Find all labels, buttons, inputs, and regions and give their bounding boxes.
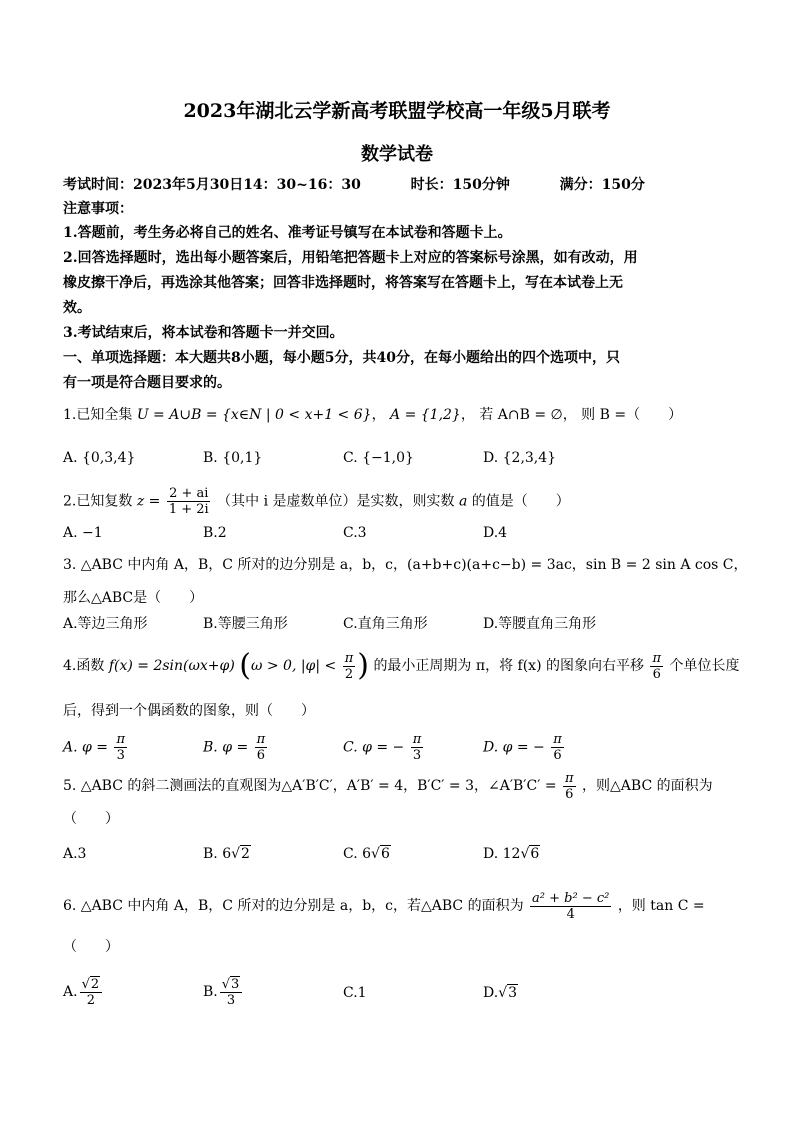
q2-fraction: [167, 486, 211, 517]
question-3-cont: 那么△ABC是（ ）: [63, 590, 204, 606]
question-4-cont: 后，得到一个偶函数的图象，则（ ）: [63, 703, 315, 719]
q4-condition: ω > 0, |φ| <: [250, 658, 337, 674]
note-item: 1.答题前，考生务必将自己的姓名、准考证号镇写在本试卷和答题卡上。: [63, 225, 512, 241]
q6-area-frac: [530, 891, 611, 922]
q5-option-b: [203, 845, 251, 863]
note-item: 效。: [63, 300, 91, 316]
q4-option-c-num: π: [412, 732, 422, 747]
q4-frac-pi-6: [650, 651, 663, 682]
section-heading-cont: 有一项是符合题目要求的。: [63, 375, 231, 391]
q6-option-d-radicand: 3: [508, 985, 518, 1001]
q5-option-d: [483, 845, 540, 863]
q5-text-end: ，则△ABC 的面积为: [582, 778, 713, 794]
question-6: [63, 888, 705, 924]
question-2: [63, 486, 570, 517]
q5-option-c-label: C. 6: [343, 846, 372, 862]
q6-option-b-den: 3: [226, 992, 236, 1008]
q5-option-b-sqrt: √2: [231, 846, 250, 862]
q1-option-a: A. {0,3,4}: [63, 450, 136, 466]
q4-option-b: [203, 732, 269, 763]
q1-set-def: U = A∪B = {x∈N | 0 < x+1 < 6}: [136, 407, 372, 423]
q4-suffix: 个单位长度: [669, 658, 740, 674]
q4-option-a-label: A. φ =: [63, 739, 108, 756]
notes-heading: 注意事项：: [63, 201, 133, 217]
q1-ask: 则 B =（ ）: [581, 407, 683, 423]
q4-six: 6: [652, 666, 661, 682]
q4-option-a: [63, 732, 129, 763]
q4-option-a-num: π: [116, 732, 125, 747]
question-3: 3. △ABC 中内角 A，B，C 所对的边分别是 a，b，c，(a+b+c)(a+c−b) = 3ac，sin B = 2 sin A cos C，: [63, 557, 748, 573]
q6-option-a-den: 2: [86, 992, 95, 1008]
question-5-cont: （ ）: [63, 811, 119, 827]
question-6-cont: （ ）: [63, 939, 119, 955]
q4-option-c: [343, 732, 425, 763]
q2-denominator: 1 + 2i: [168, 502, 209, 517]
q4-option-d: [483, 732, 566, 763]
q5-option-c: [343, 845, 391, 863]
q2-prefix: 2.已知复数: [63, 493, 133, 510]
q4-option-d-label: D. φ = −: [483, 739, 545, 756]
q4-option-d-frac: [551, 732, 564, 763]
q6-option-a-frac: [80, 977, 103, 1008]
q2-option-b: B.2: [203, 525, 227, 541]
q4-prefix: 4.函数: [63, 658, 105, 674]
q1-condition: 若 A∩B = ∅: [479, 407, 563, 423]
q2-option-c: C.3: [343, 525, 367, 541]
q6-option-a: [63, 975, 104, 1009]
q5-option-d-radicand: 6: [530, 846, 540, 862]
q4-pi: π: [344, 650, 354, 666]
question-1: 1.已知全集 U = A∪B = {x∈N | 0 < x+1 < 6}， A = {1,2}， 若 A∩B = ∅， 则 B =（ ）: [63, 407, 683, 423]
q4-open-paren: (: [239, 648, 251, 683]
exam-subtitle: 数学试卷: [361, 144, 433, 165]
q4-function: f(x) = 2sin(ωx+φ): [108, 658, 235, 674]
q5-option-b-label: B. 6: [203, 846, 232, 862]
q5-text: 5. △ABC 的斜二测画法的直观图为△A′B′C′，A′B′ = 4，B′C′ = 3，∠A′B′C′ =: [63, 778, 557, 794]
q2-z: z =: [136, 493, 161, 510]
q6-option-b-num: √3: [220, 977, 243, 993]
exam-info: [63, 176, 645, 194]
q2-suffix: （其中 i 是虚数单位）是实数，则实数: [217, 493, 455, 510]
q5-option-c-radicand: 6: [380, 846, 390, 862]
q4-two: 2: [344, 666, 354, 682]
q2-ask: 的值是（ ）: [471, 493, 570, 510]
q4-option-a-den: 3: [116, 748, 125, 763]
q3-option-a: A.等边三角形: [63, 616, 148, 632]
q4-pi: π: [652, 650, 661, 666]
q4-option-b-num: π: [256, 732, 266, 747]
q3-option-c: C.直角三角形: [343, 616, 428, 632]
q6-option-a-label: A.: [63, 984, 78, 1000]
note-item: 2.回答选择题时，选出每小题答案后，用铅笔把答题卡上对应的答案标号涂黑，如有改动，用: [63, 250, 638, 266]
exam-title: 2023年湖北云学新高考联盟学校高一年级5月联考: [183, 100, 611, 122]
q1-prefix: 1.已知全集: [63, 407, 133, 423]
q3-option-b: B.等腰三角形: [203, 616, 288, 632]
q4-option-a-frac: [114, 732, 127, 763]
q4-option-c-den: 3: [412, 748, 422, 763]
q2-option-d: D.4: [483, 525, 508, 541]
exam-duration: 时长：150分钟: [410, 177, 510, 193]
q4-option-c-frac: [411, 732, 424, 763]
q6-option-b-frac: [220, 977, 243, 1008]
q6-option-d: [483, 984, 518, 1002]
q6-denominator: 4: [566, 906, 575, 922]
q4-mid: 的最小正周期为 π，将 f(x) 的图象向右平移: [373, 658, 644, 674]
q4-option-d-num: π: [553, 732, 562, 747]
question-4: [63, 648, 739, 684]
q6-option-d-sqrt: √3: [498, 985, 518, 1001]
q6-option-b-label: B.: [203, 984, 218, 1000]
q4-option-b-label: B. φ =: [203, 739, 249, 756]
q5-pi: π: [565, 770, 574, 786]
q5-option-d-label: D. 12: [483, 846, 521, 862]
q1-option-b: B. {0,1}: [203, 450, 263, 466]
q4-option-b-den: 6: [256, 748, 266, 763]
q6-text: 6. △ABC 中内角 A，B，C 所对的边分别是 a，b，c，若△ABC 的面积为: [63, 898, 524, 914]
q5-option-d-sqrt: √6: [520, 846, 540, 862]
q6-option-a-num: √2: [80, 977, 103, 993]
q6-option-b-radicand: 3: [231, 976, 240, 992]
q5-option-a: A.3: [63, 846, 87, 862]
q2-option-a: A. −1: [63, 525, 103, 541]
q4-option-b-frac: [255, 732, 268, 763]
question-5: [63, 770, 713, 802]
exam-time: 考试时间：2023年5月30日14：30~16：30: [63, 177, 361, 193]
section-heading: 一、单项选择题：本大题共8小题，每小题5分，共40分，在每小题给出的四个选项中，只: [63, 350, 620, 366]
q6-option-a-radicand: 2: [90, 976, 100, 992]
q5-six: 6: [565, 786, 574, 802]
q4-option-d-den: 6: [553, 748, 562, 763]
q6-option-d-label: D.: [483, 985, 499, 1001]
q3-option-d: D.等腰直角三角形: [483, 616, 597, 632]
q4-option-c-label: C. φ = −: [343, 739, 405, 756]
q6-text-end: ，则 tan C =: [617, 898, 705, 914]
q2-numerator: 2 + ai: [169, 486, 209, 501]
q4-frac-pi-2: [343, 651, 356, 682]
q6-option-b: [203, 975, 244, 1009]
q6-option-c: C.1: [343, 985, 367, 1001]
q2-var: a: [458, 493, 468, 510]
q5-frac-pi-6: [563, 771, 576, 802]
q4-close-paren: ): [357, 648, 369, 683]
exam-score: 满分：150分: [559, 177, 645, 193]
q1-option-c: C. {−1,0}: [343, 450, 414, 466]
q1-a-def: A = {1,2}: [390, 407, 461, 423]
q5-option-b-radicand: 2: [241, 846, 250, 862]
q6-numerator: a² + b² − c²: [532, 890, 610, 906]
note-item: 3.考试结束后，将本试卷和答题卡一并交回。: [63, 325, 344, 341]
q1-option-d: D. {2,3,4}: [483, 450, 557, 466]
q5-option-c-sqrt: √6: [371, 846, 390, 862]
note-item: 橡皮擦干净后，再选涂其他答案；回答非选择题时，将答案写在答题卡上，写在本试卷上无: [63, 275, 623, 291]
